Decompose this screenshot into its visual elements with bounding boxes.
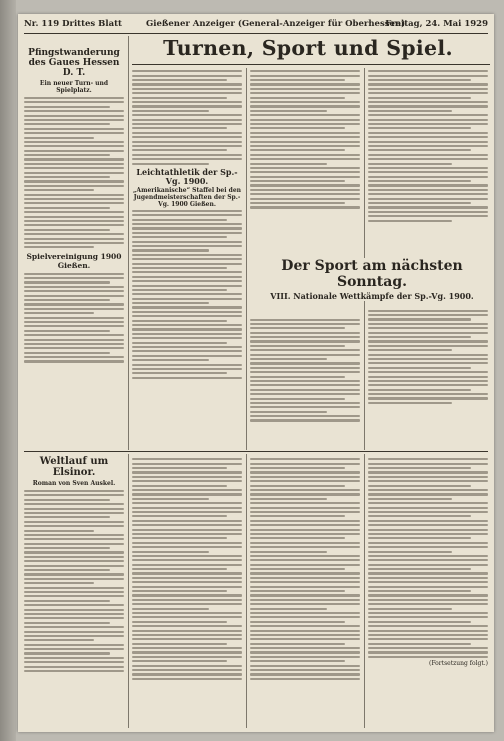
serial-heading: Weltlauf um Elsinor. (39, 456, 109, 478)
serial-text-1 (24, 490, 124, 672)
column-divider (246, 68, 247, 450)
column-2-subheading: „Amerikanische“ Staffel bei den Jugendmeisterschaften der Sp.-Vg. 1900 Gießen. (132, 186, 241, 208)
column-1-heading-2: Spielvereinigung 1900 Gießen. (26, 252, 122, 271)
serial-column-3 (250, 456, 360, 728)
column-2-heading: Leichtathletik der Sp.-Vg. 1900. (136, 166, 238, 186)
column-4-text (368, 70, 488, 221)
serial-column-4 (368, 456, 488, 728)
newspaper-name: Gießener Anzeiger (General-Anzeiger für Oberhessen) (146, 19, 406, 29)
column-2 (132, 68, 242, 450)
issue-number: Nr. 119 Drittes Blatt (24, 19, 122, 29)
column-4-text-2 (368, 310, 488, 404)
issue-date: Freitag, 24. Mai 1929 (385, 19, 488, 29)
serial-column-2 (132, 456, 242, 728)
sunday-sport-block (256, 258, 488, 301)
column-divider (128, 36, 129, 450)
column-2-text (132, 70, 242, 164)
title-rule (132, 64, 490, 65)
column-divider (246, 454, 247, 728)
column-3-text-2 (250, 319, 360, 422)
adjacent-page-strip (0, 0, 16, 741)
column-2-text-2 (132, 210, 242, 379)
page-header (24, 17, 488, 34)
newspaper-page (18, 14, 494, 732)
column-1-text (24, 97, 124, 248)
serial-text-4 (368, 458, 488, 658)
column-divider (128, 454, 129, 728)
column-1-heading: Pfingstwanderung des Gaues Hessen D. T. (28, 48, 120, 78)
section-title: Turnen, Sport und Spiel. (163, 36, 453, 60)
column-3-text (250, 70, 360, 208)
serial-column-1 (24, 456, 124, 728)
sunday-sport-heading: Der Sport am nächsten Sonntag. (281, 258, 463, 290)
column-1-subheading: Ein neuer Turn- und Spielplatz. (39, 80, 109, 94)
column-1 (24, 38, 124, 450)
section-rule (24, 451, 488, 452)
column-divider (364, 454, 365, 728)
column-1-text-2 (24, 273, 124, 363)
serial-continuation: (Fortsetzung folgt.) (429, 660, 488, 668)
sunday-sport-subheading: VIII. Nationale Wettkämpfe der Sp.-Vg. 1900. (270, 291, 474, 301)
serial-byline: Roman von Sven Auskel. (32, 480, 116, 487)
